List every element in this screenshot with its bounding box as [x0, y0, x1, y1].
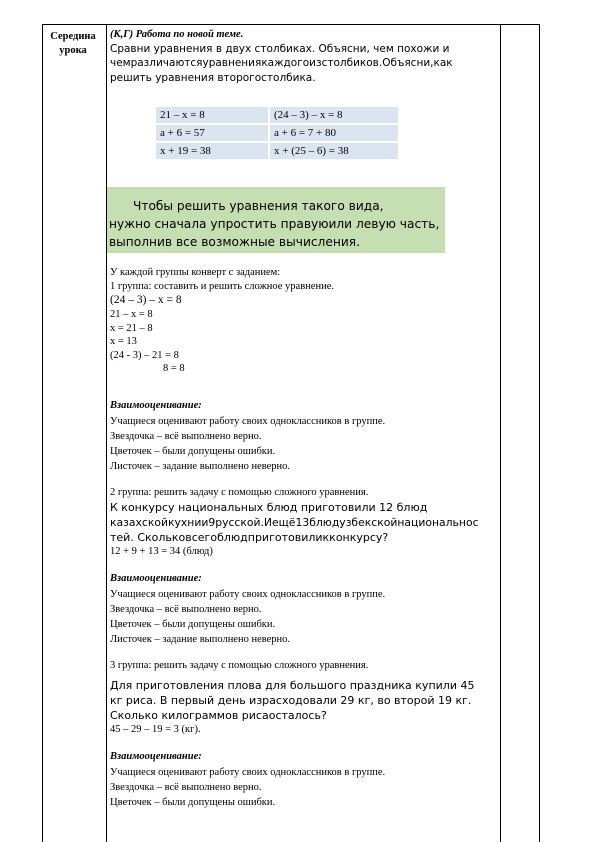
group1-line: 8 = 8: [163, 363, 185, 374]
stage-label: [43, 30, 103, 58]
assessment-line: Цветочек – были допущены ошибки.: [110, 618, 276, 630]
group1-line: (24 – 3) – x = 8: [110, 294, 182, 306]
task-line-1: Сравни уравнения в двух столбиках. Объясни, чем похожи и: [110, 42, 450, 55]
assessment-title: Взаимооценивание:: [110, 400, 202, 411]
table-border-content: [500, 24, 501, 842]
group3-solution: 45 – 29 – 19 = 3 (кг).: [110, 724, 201, 735]
rule-box: [107, 187, 445, 253]
table-border-left: [42, 24, 43, 842]
assessment-line: Звездочка – всё выполнено верно.: [110, 603, 262, 615]
group2-problem-line: тей. Скольковсегоблюдприготовиликконкурсу?: [110, 531, 389, 544]
equations-row: [156, 125, 398, 141]
group1-line: 1 группа: составить и решить сложное уравнение.: [110, 280, 334, 292]
group3-problem-line: Для приготовления плова для большого праздника купили 45: [110, 679, 475, 692]
task-intro: [110, 28, 498, 85]
group1-line: (24 - 3) – 21 = 8: [110, 349, 179, 361]
assessment-line: Учащиеся оценивают работу своих одноклассников в группе.: [110, 415, 386, 427]
group1-line: x = 21 – 8: [110, 322, 153, 334]
assessment-line: Учащиеся оценивают работу своих одноклассников в группе.: [110, 766, 386, 778]
group3-problem: [110, 678, 488, 723]
task-line-2: чемразличаютсяуравнениякаждогоизстолбиков.Объясни,как: [110, 57, 453, 69]
equations-row: [156, 107, 398, 123]
stage-label-line1: Середина: [50, 31, 96, 42]
equation-cell: 21 – x = 8: [156, 107, 268, 123]
assessment-line: Листочек – задание выполнено неверно.: [110, 460, 291, 472]
rule-line-1: Чтобы решить уравнения такого вида,: [133, 199, 384, 213]
assessment-section: [110, 750, 500, 810]
group1-line: x = 13: [110, 336, 137, 347]
assessment-title: Взаимооценивание:: [110, 573, 202, 584]
assessment-line: Учащиеся оценивают работу своих одноклассников в группе.: [110, 588, 386, 600]
equation-cell: a + 6 = 7 + 80: [270, 125, 398, 141]
assessment-line: Цветочек – были допущены ошибки.: [110, 445, 276, 457]
equation-cell: (24 – 3) – x = 8: [270, 107, 398, 123]
group1-section: [110, 266, 500, 376]
assessment-line: Листочек – задание выполнено неверно.: [110, 633, 291, 645]
table-top-border: [42, 24, 540, 25]
assessment-section: [110, 572, 500, 647]
group3-section: [110, 659, 500, 737]
group2-solution: 12 + 9 + 13 = 34 (блюд): [110, 546, 213, 557]
group3-problem-line: Сколько килограммов рисаосталось?: [110, 709, 327, 722]
equations-table: [154, 105, 400, 161]
assessment-title: Взаимооценивание:: [110, 751, 202, 762]
table-border-right: [539, 24, 540, 842]
group2-header: 2 группа: решить задачу с помощью сложного уравнения.: [110, 487, 369, 498]
equations-row: [156, 143, 398, 159]
group3-header: 3 группа: решить задачу с помощью сложного уравнения.: [110, 660, 369, 671]
group3-problem-line: кг риса. В первый день израсходовали 29 кг, во второй 19 кг.: [110, 694, 472, 707]
equation-cell: x + 19 = 38: [156, 143, 268, 159]
task-header: (К,Г) Работа по новой теме.: [110, 29, 244, 40]
equation-cell: x + (25 – 6) = 38: [270, 143, 398, 159]
rule-line-2: нужно сначала упростить правуюили левую часть,: [109, 217, 440, 231]
group2-problem-line: К конкурсу национальных блюд приготовили 12 блюд: [110, 501, 428, 514]
stage-label-line2: урока: [59, 45, 87, 56]
assessment-section: [110, 399, 500, 474]
rule-line-3: выполнив все возможные вычисления.: [109, 235, 360, 249]
group1-line: 21 – x = 8: [110, 309, 153, 320]
group2-problem-line: казахскойкухнии9русской.Иещё13блюдузбекскойнациональнос: [110, 516, 479, 529]
table-border-stage: [106, 24, 107, 842]
assessment-line: Цветочек – были допущены ошибки.: [110, 796, 276, 808]
task-line-3: решить уравнения второгостолбика.: [110, 71, 316, 84]
equation-cell: a + 6 = 57: [156, 125, 268, 141]
assessment-line: Звездочка – всё выполнено верно.: [110, 430, 262, 442]
assessment-line: Звездочка – всё выполнено верно.: [110, 781, 262, 793]
group1-line: У каждой группы конверт с заданием:: [110, 267, 281, 278]
group2-section: [110, 486, 500, 559]
